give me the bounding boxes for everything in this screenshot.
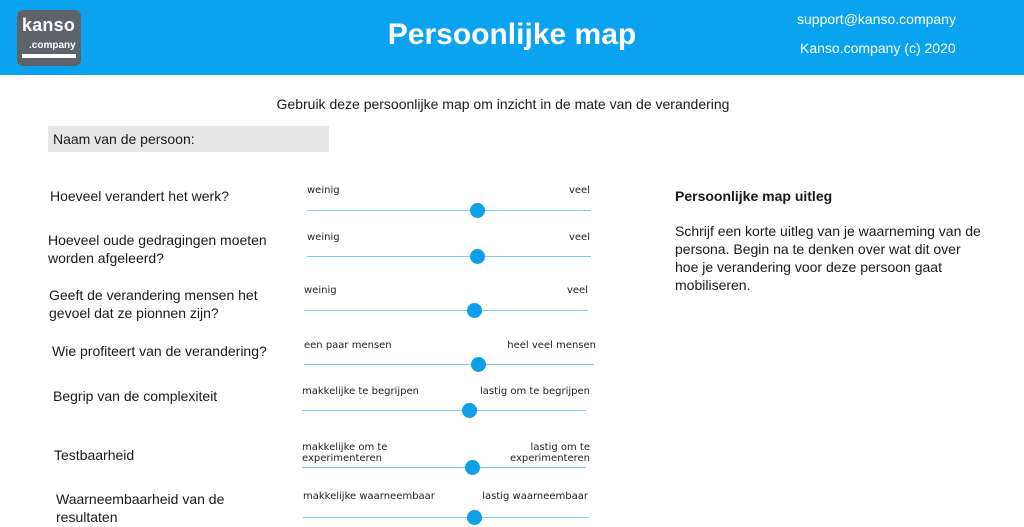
explanation-title: Persoonlijke map uitleg [675, 188, 833, 204]
scale-right-label: lastig waarneembaar [482, 491, 588, 502]
question-label: Hoeveel oude gedragingen moeten worden afgeleerd? [48, 232, 267, 266]
scale-right-label: heel veel mensen [507, 340, 596, 351]
slider-track[interactable] [302, 467, 586, 468]
scale-left-label: weinig [304, 285, 337, 296]
scale-right-label: veel [566, 285, 588, 296]
question-label: Waarneembaarheid van de resultaten [56, 491, 225, 525]
slider-track[interactable] [307, 210, 591, 211]
scale-left-label: makkelijke om te experimenteren [302, 442, 388, 464]
scale-right-label: veel [568, 185, 590, 196]
question-label: Begrip van de complexiteit [53, 388, 218, 404]
scale-left-label: makkelijke te begrijpen [302, 386, 419, 397]
slider-track[interactable] [304, 310, 588, 311]
scale-right-label: lastig om te begrijpen [480, 386, 590, 397]
slider-handle[interactable] [470, 249, 485, 264]
explanation-text[interactable]: Schrijf een korte uitleg van je waarneming van de persona. Begin na te denken over wat dit over hoe je verandering voor deze persoon gaat mobiliseren. [675, 223, 981, 293]
slider-handle[interactable] [462, 403, 477, 418]
question-label: Wie profiteert van de verandering? [52, 343, 267, 359]
scale-right-label: lastig om te experimenteren [510, 442, 590, 464]
slider-handle[interactable] [467, 303, 482, 318]
scale-left-label: makkelijke waarneembaar [303, 491, 435, 502]
question-label: Geeft de verandering mensen het gevoel dat ze pionnen zijn? [49, 287, 258, 321]
logo-sub-text: .company [29, 40, 76, 51]
person-name-label: Naam van de persoon: [53, 131, 195, 147]
slider-track[interactable] [307, 256, 591, 257]
copyright-text: Kanso.company (c) 2020 [800, 40, 956, 56]
scale-right-label: veel [568, 232, 590, 243]
question-label: Hoeveel verandert het werk? [50, 188, 229, 204]
question-label: Testbaarheid [54, 447, 135, 463]
logo-main-text: kanso [22, 15, 76, 35]
slider-track[interactable] [302, 410, 586, 411]
scale-left-label: weinig [307, 232, 340, 243]
scale-left-label: weinig [307, 185, 340, 196]
page-title: Persoonlijke map [387, 18, 637, 51]
slider-track[interactable] [304, 364, 594, 365]
slider-handle[interactable] [470, 203, 485, 218]
scale-left-label: een paar mensen [304, 340, 392, 351]
slider-handle[interactable] [465, 460, 480, 475]
slider-handle[interactable] [467, 510, 482, 525]
intro-text: Gebruik deze persoonlijke map om inzicht in de mate van de verandering [276, 96, 730, 112]
header-bar [0, 0, 1024, 75]
slider-handle[interactable] [471, 357, 486, 372]
slider-track[interactable] [303, 517, 589, 518]
person-name-field[interactable] [48, 126, 329, 152]
logo-underline [22, 54, 76, 58]
support-email-link[interactable]: support@kanso.company [797, 11, 956, 27]
